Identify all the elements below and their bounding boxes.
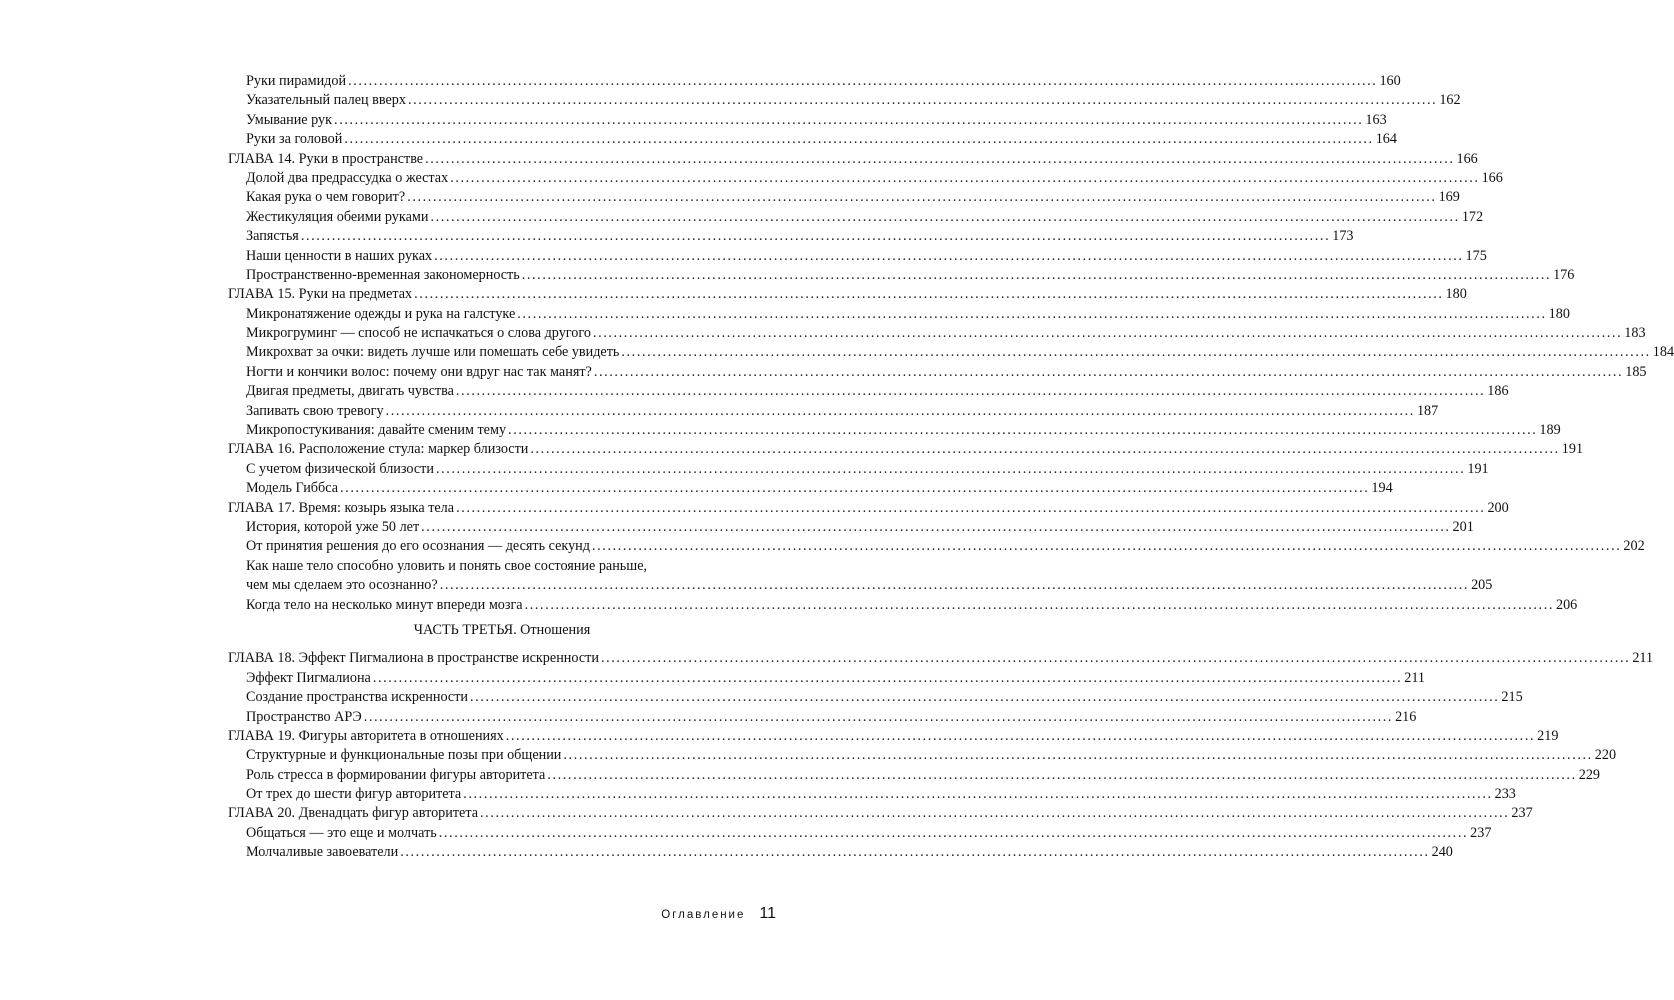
dot-leader: ........................................................................................................................................................................................................ — [348, 73, 1378, 89]
toc-entry-title: Создание пространства искренности — [246, 689, 468, 706]
toc-section-entry — [228, 363, 1647, 382]
dot-leader: ........................................................................................................................................................................................................ — [425, 150, 1455, 167]
dot-leader: ........................................................................................................................................................................................................ — [334, 111, 1364, 128]
toc-entry-title: От принятия решения до его осознания — десять секунд — [246, 538, 590, 555]
toc-entry-title: Микрогруминг — способ не испачкаться о слова другого — [246, 325, 591, 342]
toc-chapter-entry — [228, 285, 1467, 304]
toc-entry-title: Микрохват за очки: видеть лучше или помешать себе увидеть — [246, 344, 620, 361]
toc-entry-title: чем мы сделаем это осознанно? — [246, 577, 438, 594]
toc-section-entry — [228, 824, 1492, 843]
dot-leader: ........................................................................................................................................................................................................ — [400, 844, 1430, 861]
toc-entry-page: 205 — [1471, 577, 1493, 594]
toc-section-entry — [228, 227, 1354, 246]
toc-entry-page: 185 — [1625, 363, 1647, 380]
dot-leader: ........................................................................................................................................................................................................ — [300, 228, 1331, 245]
toc-section-entry — [228, 557, 776, 576]
dot-leader: ........................................................................................................................................................................................................ — [592, 325, 1623, 342]
toc-entry-title: Жестикуляция обеими руками — [246, 208, 429, 225]
dot-leader: ........................................................................................................................................................................................................ — [340, 480, 1370, 497]
toc-entry-page: 180 — [1548, 305, 1570, 322]
dot-leader: ........................................................................................................................................................................................................ — [521, 266, 1552, 283]
dot-leader: ........................................................................................................................................................................................................ — [621, 344, 1651, 361]
toc-entry-title: Запястья — [246, 228, 299, 245]
toc-entry-title: Структурные и функциональные позы при общении — [246, 747, 562, 764]
toc-section-entry — [228, 188, 1460, 207]
toc-entry-title: Молчаливые завоеватели — [246, 844, 399, 861]
toc-entry-title: Ногти и кончики волос: почему они вдруг нас так манят? — [246, 363, 592, 380]
toc-section-entry — [228, 402, 1439, 421]
toc-chapter-entry — [228, 804, 1533, 823]
toc-section-entry — [228, 766, 1600, 785]
toc-entry-title: Как наше тело способно уловить и понять свое состояние раньше, — [246, 557, 648, 574]
dot-leader: ........................................................................................................................................................................................................ — [372, 669, 1403, 686]
dot-leader: ........................................................................................................................................................................................................ — [530, 441, 1560, 458]
dot-leader: ........................................................................................................................................................................................................ — [363, 708, 1394, 725]
toc-section-entry — [228, 669, 1425, 688]
toc-section-entry — [228, 785, 1516, 804]
toc-entry-page: 194 — [1371, 480, 1393, 497]
toc-entry-title: ГЛАВА 20. Двенадцать фигур авторитета — [228, 805, 479, 822]
page-footer — [661, 905, 776, 923]
toc-section-entry — [228, 169, 1503, 188]
dot-leader: ........................................................................................................................................................................................................ — [508, 422, 1538, 439]
toc-entry-title: Общаться — это еще и молчать — [246, 824, 437, 841]
dot-leader: ........................................................................................................................................................................................................ — [524, 596, 1554, 613]
toc-section-entry — [228, 596, 1578, 615]
table-of-contents — [228, 72, 1674, 863]
toc-entry-title: История, которой уже 50 лет — [246, 518, 420, 535]
toc-section-entry — [228, 576, 1493, 595]
dot-leader: ........................................................................................................................................................................................................ — [517, 305, 1547, 322]
toc-entry-page: 166 — [1456, 150, 1478, 167]
dot-leader: ........................................................................................................................................................................................................ — [435, 460, 1466, 477]
footer-section-label: Оглавление — [661, 909, 746, 921]
toc-section-entry — [228, 843, 1453, 862]
toc-entry-page: 237 — [1511, 805, 1533, 822]
toc-entry-title: Какая рука о чем говорит? — [246, 189, 406, 206]
dot-leader: ........................................................................................................................................................................................................ — [438, 824, 1469, 841]
toc-section-entry — [228, 247, 1487, 266]
toc-entry-page: 187 — [1416, 402, 1439, 419]
dot-leader: ........................................................................................................................................................................................................ — [600, 650, 1631, 667]
toc-entry-page: 162 — [1439, 92, 1461, 109]
dot-leader: ........................................................................................................................................................................................................ — [505, 727, 1536, 744]
toc-section-entry — [228, 208, 1484, 227]
dot-leader: ........................................................................................................................................................................................................ — [593, 363, 1624, 380]
toc-entry-page: 166 — [1481, 169, 1503, 186]
toc-entry-title: Пространственно-временная закономерность — [246, 266, 520, 283]
toc-entry-title: ГЛАВА 19. Фигуры авторитета в отношениях — [228, 727, 504, 744]
toc-section-entry — [228, 266, 1575, 285]
toc-entry-page: 211 — [1632, 650, 1654, 667]
toc-entry-title: ГЛАВА 16. Расположение стула: маркер близости — [228, 441, 529, 458]
toc-section-entry — [228, 91, 1461, 110]
toc-entry-title: Эффект Пигмалиона — [246, 669, 371, 686]
toc-entry-page: 229 — [1578, 766, 1600, 783]
toc-entry-page: 202 — [1623, 538, 1645, 555]
toc-section-entry — [228, 324, 1646, 343]
toc-section-entry — [228, 382, 1509, 401]
dot-leader: ........................................................................................................................................................................................................ — [407, 189, 1437, 206]
toc-entry-page: 211 — [1404, 669, 1425, 686]
toc-entry-title: От трех до шести фигур авторитета — [246, 786, 462, 803]
toc-section-entry — [228, 537, 1645, 556]
toc-entry-page: 240 — [1431, 844, 1453, 861]
dot-leader: ........................................................................................................................................................................................................ — [344, 131, 1374, 148]
toc-list-part-two — [228, 72, 1674, 615]
toc-entry-page: 220 — [1594, 747, 1617, 764]
toc-entry-page: 201 — [1452, 518, 1474, 535]
toc-section-entry — [228, 343, 1674, 362]
toc-entry-title: Пространство АРЭ — [246, 708, 362, 725]
toc-entry-page: 164 — [1375, 131, 1397, 148]
toc-entry-title: Двигая предметы, двигать чувства — [246, 383, 454, 400]
toc-entry-title: Когда тело на несколько минут впереди мозга — [246, 596, 523, 613]
toc-entry-page: 233 — [1494, 786, 1516, 803]
toc-entry-page: 206 — [1555, 596, 1578, 613]
toc-entry-title: Роль стресса в формировании фигуры авторитета — [246, 766, 546, 783]
page-number: 11 — [759, 905, 776, 922]
toc-entry-page: 189 — [1539, 422, 1561, 439]
toc-chapter-entry — [228, 649, 1654, 668]
dot-leader: ........................................................................................................................................................................................................ — [456, 499, 1486, 516]
toc-entry-page: 173 — [1332, 228, 1354, 245]
toc-section-entry — [228, 708, 1417, 727]
toc-entry-page: 215 — [1501, 689, 1523, 706]
dot-leader: ........................................................................................................................................................................................................ — [430, 208, 1460, 225]
dot-leader: ........................................................................................................................................................................................................ — [414, 286, 1444, 303]
dot-leader: ........................................................................................................................................................................................................ — [450, 169, 1480, 186]
toc-section-entry — [228, 421, 1561, 440]
toc-entry-page: 176 — [1553, 266, 1575, 283]
toc-list-part-three — [228, 649, 1654, 862]
toc-entry-page: 180 — [1445, 286, 1467, 303]
dot-leader: ........................................................................................................................................................................................................ — [480, 805, 1510, 822]
toc-entry-page: 184 — [1652, 344, 1674, 361]
toc-entry-title: ГЛАВА 18. Эффект Пигмалиона в пространстве искренности — [228, 650, 599, 667]
toc-section-entry — [228, 130, 1397, 149]
toc-entry-title: Микронатяжение одежды и рука на галстуке — [246, 305, 516, 322]
toc-entry-title: Наши ценности в наших руках — [246, 247, 433, 264]
toc-entry-title: ГЛАВА 17. Время: козырь языка тела — [228, 499, 455, 516]
toc-chapter-entry — [228, 150, 1478, 169]
dot-leader: ........................................................................................................................................................................................................ — [470, 689, 1500, 706]
toc-entry-title: Микропостукивания: давайте сменим тему — [246, 422, 507, 439]
toc-entry-title: Долой два предрассудка о жестах — [246, 169, 449, 186]
toc-entry-page: 160 — [1379, 73, 1401, 89]
toc-entry-title: ГЛАВА 15. Руки на предметах — [228, 286, 413, 303]
toc-entry-page: 169 — [1438, 189, 1460, 206]
toc-section-entry — [228, 72, 1401, 91]
toc-entry-title: ГЛАВА 14. Руки в пространстве — [228, 150, 424, 167]
toc-entry-title: Указательный палец вверх — [246, 92, 406, 109]
toc-entry-page: 175 — [1465, 247, 1487, 264]
dot-leader: ........................................................................................................................................................................................................ — [563, 747, 1593, 764]
toc-entry-page: 183 — [1624, 325, 1646, 342]
toc-entry-page: 172 — [1461, 208, 1484, 225]
toc-entry-page: 216 — [1395, 708, 1417, 725]
toc-entry-title: Руки за головой — [246, 131, 343, 148]
toc-entry-title: С учетом физической близости — [246, 460, 434, 477]
toc-entry-page: 237 — [1470, 824, 1492, 841]
dot-leader: ........................................................................................................................................................................................................ — [592, 538, 1622, 555]
dot-leader: ........................................................................................................................................................................................................ — [439, 577, 1470, 594]
toc-entry-page: 219 — [1537, 727, 1559, 744]
dot-leader: ........................................................................................................................................................................................................ — [421, 518, 1451, 535]
dot-leader: ........................................................................................................................................................................................................ — [407, 92, 1438, 109]
toc-section-entry — [228, 460, 1489, 479]
toc-entry-title: Руки пирамидой — [246, 73, 347, 89]
toc-entry-page: 163 — [1365, 111, 1387, 128]
dot-leader: ........................................................................................................................................................................................................ — [455, 383, 1486, 400]
toc-entry-page: 191 — [1467, 460, 1489, 477]
toc-entry-title: Модель Гиббса — [246, 480, 339, 497]
toc-entry-page: 200 — [1487, 499, 1509, 516]
dot-leader: ........................................................................................................................................................................................................ — [434, 247, 1464, 264]
dot-leader: ........................................................................................................................................................................................................ — [385, 402, 1415, 419]
part-heading: ЧАСТЬ ТРЕТЬЯ. Отношения — [413, 621, 591, 638]
toc-section-entry — [228, 518, 1474, 537]
toc-chapter-entry — [228, 499, 1509, 518]
toc-section-entry — [228, 111, 1387, 130]
toc-entry-page: 186 — [1487, 383, 1509, 400]
dot-leader: ........................................................................................................................................................................................................ — [547, 766, 1577, 783]
dot-leader: ........................................................................................................................................................................................................ — [463, 786, 1493, 803]
toc-entry-page: 191 — [1561, 441, 1584, 458]
toc-section-entry — [228, 688, 1523, 707]
toc-entry-title: Запивать свою тревогу — [246, 402, 384, 419]
toc-chapter-entry — [228, 440, 1584, 459]
toc-chapter-entry — [228, 727, 1559, 746]
toc-section-entry — [228, 479, 1393, 498]
toc-section-entry — [228, 305, 1570, 324]
toc-entry-title: Умывание рук — [246, 111, 333, 128]
toc-section-entry — [228, 746, 1617, 765]
